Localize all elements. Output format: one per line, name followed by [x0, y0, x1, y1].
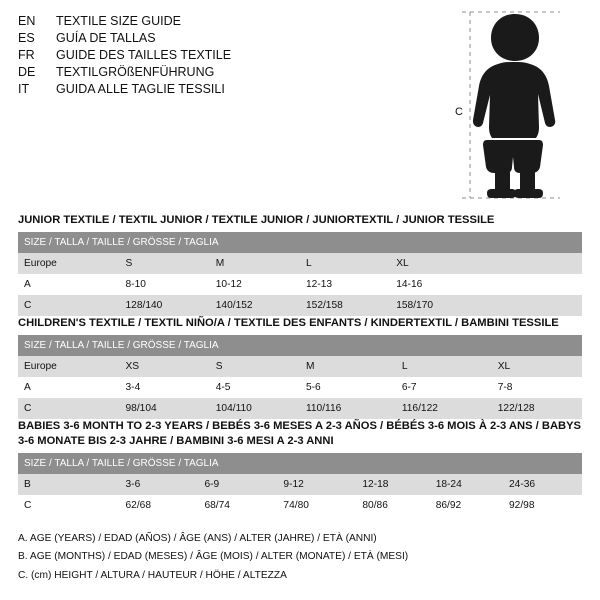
- footnotes-block: [18, 532, 582, 587]
- language-code: DE: [18, 65, 36, 79]
- cell-empty: [480, 274, 582, 295]
- cell: XS: [120, 356, 210, 377]
- row-label: C: [18, 398, 120, 419]
- cell: 128/140: [120, 295, 210, 316]
- section-title: JUNIOR TEXTILE / TEXTIL JUNIOR / TEXTILE JUNIOR / JUNIORTEXTIL / JUNIOR TESSILE: [18, 214, 495, 226]
- cell: 92/98: [503, 495, 582, 516]
- cell: 5-6: [300, 377, 396, 398]
- cell: 6-7: [396, 377, 492, 398]
- section-childrens-textile: [18, 316, 582, 419]
- cell: 14-16: [390, 274, 480, 295]
- cell-empty: [480, 295, 582, 316]
- cell: 10-12: [210, 274, 300, 295]
- language-code: EN: [18, 14, 36, 28]
- table-row: [18, 377, 582, 398]
- cell-empty: [480, 253, 582, 274]
- language-code: IT: [18, 82, 30, 96]
- language-row-fr: [18, 48, 438, 62]
- cell: 68/74: [198, 495, 277, 516]
- cell: M: [210, 253, 300, 274]
- language-title: GUIDA ALLE TAGLIE TESSILI: [56, 82, 225, 96]
- table-row: [18, 495, 582, 516]
- row-label: Europe: [18, 356, 120, 377]
- section-babies-textile: [18, 419, 582, 516]
- language-title: GUÍA DE TALLAS: [56, 31, 156, 45]
- language-code: ES: [18, 31, 35, 45]
- table-header-row: [18, 453, 582, 474]
- table-row: [18, 474, 582, 495]
- table-header-row: [18, 335, 582, 356]
- footnote-age-years: A. AGE (YEARS) / EDAD (AÑOS) / ÂGE (ANS) / ALTER (JAHRE) / ETÀ (ANNI): [18, 533, 377, 544]
- cell: 116/122: [396, 398, 492, 419]
- row-label: Europe: [18, 253, 120, 274]
- footnote-age-months: B. AGE (MONTHS) / EDAD (MESES) / ÂGE (MOIS) / ALTER (MONATE) / ETÀ (MESI): [18, 551, 409, 563]
- row-label: B: [18, 474, 120, 495]
- row-label: A: [18, 274, 120, 295]
- cell: 24-36: [503, 474, 582, 495]
- section-title: BABIES 3-6 MONTH TO 2-3 YEARS / BEBÉS 3-6 MESES A 2-3 AÑOS / BÉBÉS 3-6 MOIS À 2-3 ANS / BABYS 3-6 MONATE BIS 2-3 JAHRE / BAMBINI 3-6 MESI A 2-3 ANNI: [18, 420, 582, 448]
- footnote-height: C. (cm) HEIGHT / ALTURA / HAUTEUR / HÖHE / ALTEZZA: [18, 569, 287, 581]
- cell: 9-12: [277, 474, 356, 495]
- cell: 158/170: [390, 295, 480, 316]
- cell: 86/92: [430, 495, 503, 516]
- table-row: [18, 295, 582, 316]
- cell: 122/128: [492, 398, 582, 419]
- children-size-table: [18, 335, 582, 419]
- cell: 6-9: [198, 474, 277, 495]
- figure-measure-label: C: [455, 106, 463, 118]
- section-title: CHILDREN'S TEXTILE / TEXTIL NIÑO/A / TEXTILE DES ENFANTS / KINDERTEXTIL / BAMBINI TESSILE: [18, 317, 559, 329]
- cell: 104/110: [210, 398, 300, 419]
- cell: 98/104: [120, 398, 210, 419]
- language-title: TEXTILGRÖßENFÜHRUNG: [56, 65, 215, 79]
- cell: 4-5: [210, 377, 300, 398]
- language-code: FR: [18, 48, 35, 62]
- cell: 62/68: [120, 495, 199, 516]
- cell: 110/116: [300, 398, 396, 419]
- section-junior-textile: [18, 213, 582, 316]
- cell: 7-8: [492, 377, 582, 398]
- language-title-block: [18, 14, 438, 99]
- table-header-label: SIZE / TALLA / TAILLE / GRÖSSE / TAGLIA: [18, 453, 582, 474]
- cell: S: [210, 356, 300, 377]
- language-title: GUIDE DES TAILLES TEXTILE: [56, 48, 232, 62]
- table-row: [18, 274, 582, 295]
- table-row: [18, 398, 582, 419]
- cell: L: [300, 253, 390, 274]
- table-row: [18, 253, 582, 274]
- cell: L: [396, 356, 492, 377]
- row-label: C: [18, 295, 120, 316]
- cell: S: [120, 253, 210, 274]
- language-row-en: [18, 14, 438, 28]
- toddler-silhouette-icon: [473, 14, 555, 198]
- language-title: TEXTILE SIZE GUIDE: [56, 14, 182, 28]
- table-row: [18, 356, 582, 377]
- cell: XL: [390, 253, 480, 274]
- cell: 80/86: [356, 495, 429, 516]
- cell: 12-13: [300, 274, 390, 295]
- cell: 152/158: [300, 295, 390, 316]
- table-header-label: SIZE / TALLA / TAILLE / GRÖSSE / TAGLIA: [18, 232, 582, 253]
- language-row-es: [18, 31, 438, 45]
- babies-size-table: [18, 453, 582, 516]
- cell: 140/152: [210, 295, 300, 316]
- cell: 3-4: [120, 377, 210, 398]
- cell: 18-24: [430, 474, 503, 495]
- cell: M: [300, 356, 396, 377]
- language-row-it: [18, 82, 438, 96]
- table-header-row: [18, 232, 582, 253]
- cell: 12-18: [356, 474, 429, 495]
- cell: 3-6: [120, 474, 199, 495]
- junior-size-table: [18, 232, 582, 316]
- table-header-label: SIZE / TALLA / TAILLE / GRÖSSE / TAGLIA: [18, 335, 582, 356]
- row-label: C: [18, 495, 120, 516]
- cell: XL: [492, 356, 582, 377]
- row-label: A: [18, 377, 120, 398]
- cell: 74/80: [277, 495, 356, 516]
- language-row-de: [18, 65, 438, 79]
- cell: 8-10: [120, 274, 210, 295]
